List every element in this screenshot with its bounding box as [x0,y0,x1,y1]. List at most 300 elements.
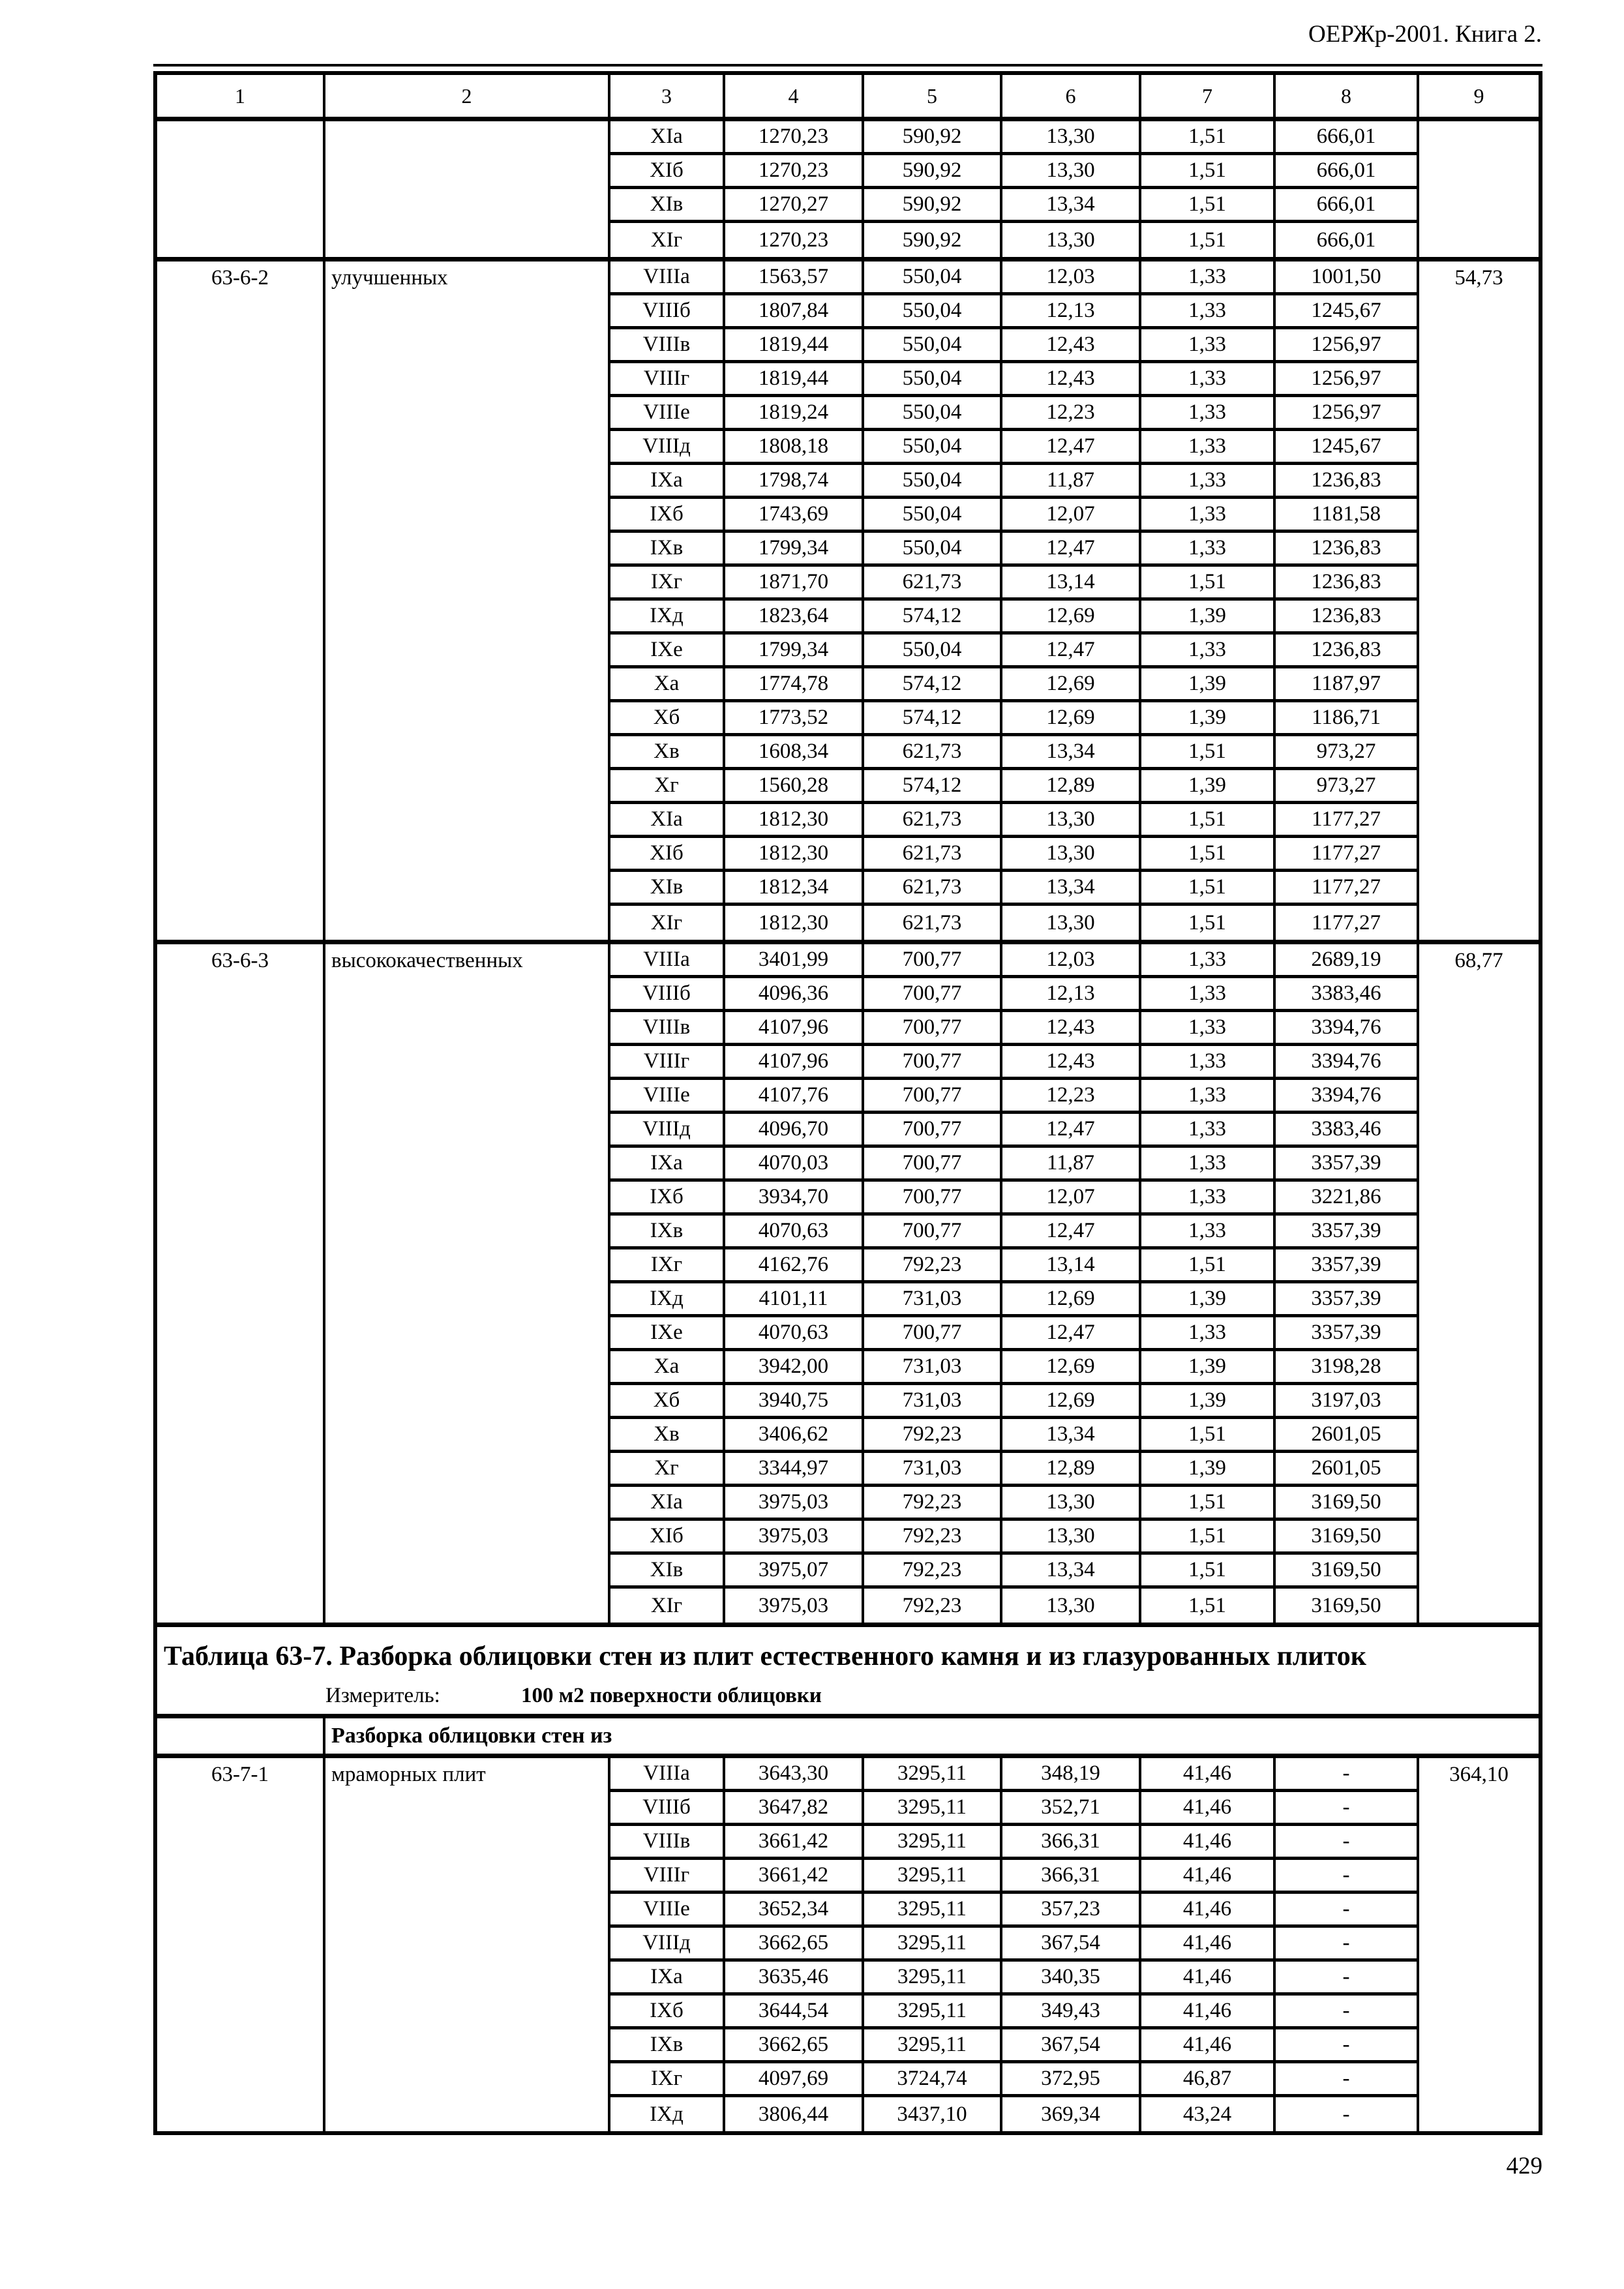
cell-value: 550,04 [864,431,1002,465]
cell-value: 13,30 [1002,223,1141,257]
cell-value: 3724,74 [864,2063,1002,2097]
cell-value: 13,34 [1002,1555,1141,1589]
cell-value: 792,23 [864,1419,1002,1453]
cell-value: 1,51 [1141,1589,1276,1623]
cell-value: 12,43 [1002,329,1141,363]
cell-value: 621,73 [864,872,1002,906]
cell-value: 357,23 [1002,1894,1141,1928]
cell-value: 13,34 [1002,736,1141,770]
cell-value: 13,34 [1002,1419,1141,1453]
cell-value: 3169,50 [1276,1487,1419,1521]
cell-value: 2689,19 [1276,944,1419,978]
cell-variant: VIIIа [610,262,725,295]
cell-value: 700,77 [864,944,1002,978]
cell-value: 348,19 [1002,1758,1141,1792]
cell-value: 41,46 [1141,1826,1276,1860]
cell-value: 4070,63 [725,1216,864,1249]
cell-code: 63-6-2 [157,262,325,940]
cell-value: 12,69 [1002,668,1141,702]
cell-variant: XIб [610,155,725,189]
cell-variant: IXа [610,1148,725,1182]
column-header: 1 [157,75,325,117]
cell-variant: VIIIе [610,1080,725,1114]
cell-value: 12,47 [1002,1114,1141,1148]
cell-value: 3169,50 [1276,1555,1419,1589]
cell-variant: VIIIд [610,1928,725,1962]
page-number: 429 [1506,2153,1542,2180]
cell-value: 41,46 [1141,1996,1276,2029]
cell-value: - [1276,1792,1419,1826]
cell-value: 1,33 [1141,431,1276,465]
cell-variant: IXб [610,1996,725,2029]
cell-value: 352,71 [1002,1792,1141,1826]
cell-value: 3295,11 [864,1792,1002,1826]
cell-value: 1186,71 [1276,702,1419,736]
cell-value: 3661,42 [725,1826,864,1860]
cell-variant: IXд [610,2097,725,2131]
cell-variant: Xг [610,770,725,804]
cell-value: 3295,11 [864,1894,1002,1928]
cell-variant: XIг [610,906,725,940]
cell-value: 666,01 [1276,223,1419,257]
cell-value: - [1276,1758,1419,1792]
cell-value: 41,46 [1141,1860,1276,1894]
cell-value: - [1276,2063,1419,2097]
cell-value: 3647,82 [725,1792,864,1826]
cell-col9-value: 54,73 [1454,266,1503,290]
cell-value: 3295,11 [864,1996,1002,2029]
cell-value: 3942,00 [725,1351,864,1385]
cell-value: 3652,34 [725,1894,864,1928]
cell-value: 1823,64 [725,601,864,635]
cell-value: 1270,27 [725,189,864,223]
cell-value: 13,30 [1002,804,1141,838]
group-header-label: Разборка облицовки стен из [331,1724,612,1748]
cell-value: 1256,97 [1276,397,1419,431]
cell-value: 2601,05 [1276,1419,1419,1453]
cell-value: 12,89 [1002,1453,1141,1487]
cell-value: 13,14 [1002,567,1141,601]
cell-value: 12,13 [1002,978,1141,1012]
cell-variant: IXа [610,1962,725,1996]
cell-variant: XIг [610,1589,725,1623]
cell-value: 700,77 [864,1114,1002,1148]
cell-value: 3644,54 [725,1996,864,2029]
cell-value: 12,47 [1002,1317,1141,1351]
cell-value: 1563,57 [725,262,864,295]
cell-variant: IXг [610,2063,725,2097]
cell-value: 3662,65 [725,2029,864,2063]
cell-value: 1,39 [1141,601,1276,635]
cell-value: 3295,11 [864,1928,1002,1962]
cell-value: 1560,28 [725,770,864,804]
cell-value: 4070,03 [725,1148,864,1182]
cell-value: 1,39 [1141,1453,1276,1487]
cell-value: - [1276,2097,1419,2131]
cell-value: 590,92 [864,121,1002,155]
cell-value: 1807,84 [725,295,864,329]
cell-value: 4107,96 [725,1012,864,1046]
cell-value: 1245,67 [1276,295,1419,329]
cell-value: 2601,05 [1276,1453,1419,1487]
cell-variant: XIа [610,121,725,155]
cell-value: 41,46 [1141,1928,1276,1962]
cell-code: 63-6-3 [157,944,325,1623]
cell-value: 792,23 [864,1521,1002,1555]
cell-variant: IXе [610,635,725,668]
cell-value: 550,04 [864,363,1002,397]
cell-value: 3940,75 [725,1385,864,1419]
cell-value: 1871,70 [725,567,864,601]
cell-value: 43,24 [1141,2097,1276,2131]
cell-value: 590,92 [864,155,1002,189]
cell-variant: Xг [610,1453,725,1487]
cell-value: 1,51 [1141,838,1276,872]
cell-value: 700,77 [864,1080,1002,1114]
cell-value: 1,33 [1141,295,1276,329]
cell-value: 1256,97 [1276,363,1419,397]
izmeritel-value: 100 м2 поверхности облицовки [521,1684,822,1708]
cell-value: 1236,83 [1276,567,1419,601]
section-63-7-1 [157,1754,1539,2131]
cell-value: 550,04 [864,465,1002,499]
subtable-title: Таблица 63-7. Разборка облицовки стен из плит естественного камня и из глазурованных плиток [164,1641,1366,1671]
cell-variant: IXд [610,1283,725,1317]
cell-value: 1,33 [1141,363,1276,397]
cell-value: 700,77 [864,1216,1002,1249]
cell-variant: VIIIв [610,329,725,363]
cell-value: 3975,03 [725,1521,864,1555]
cell-value: 1,33 [1141,944,1276,978]
cell-value: 700,77 [864,1012,1002,1046]
cell-value: 574,12 [864,668,1002,702]
cell-value: 12,43 [1002,1012,1141,1046]
cell-value: 574,12 [864,770,1002,804]
cell-value: - [1276,1996,1419,2029]
cell-variant: IXв [610,2029,725,2063]
cell-value: 1,39 [1141,770,1276,804]
cell-value: 3437,10 [864,2097,1002,2131]
cell-value: 3394,76 [1276,1012,1419,1046]
cell-variant: VIIIг [610,363,725,397]
cell-value: 574,12 [864,702,1002,736]
cell-variant: VIIIб [610,295,725,329]
cell-value: 1270,23 [725,155,864,189]
cell-value: 13,30 [1002,1487,1141,1521]
cell-value: 1,51 [1141,1419,1276,1453]
cell-variant: XIв [610,189,725,223]
cell-variant: VIIIв [610,1826,725,1860]
cell-value: 4070,63 [725,1317,864,1351]
cell-value: 1,33 [1141,635,1276,668]
cell-value: 3295,11 [864,2029,1002,2063]
cell-value: 1,33 [1141,1012,1276,1046]
cell-value: 1,51 [1141,155,1276,189]
cell-name [325,121,610,257]
cell-value: 1177,27 [1276,804,1419,838]
cell-value: 1,39 [1141,1351,1276,1385]
cell-value: 12,47 [1002,635,1141,668]
cell-value: 3934,70 [725,1182,864,1216]
cell-value: 1799,34 [725,635,864,668]
cell-value: 13,14 [1002,1249,1141,1283]
cell-value: 731,03 [864,1453,1002,1487]
column-header: 5 [864,75,1002,117]
cell-value: 12,07 [1002,1182,1141,1216]
cell-value: 41,46 [1141,1792,1276,1826]
cell-variant: IXе [610,1317,725,1351]
cell-value: 1,33 [1141,329,1276,363]
cell-value: 1245,67 [1276,431,1419,465]
subtable-title-block [157,1623,1539,1714]
cell-value: 3394,76 [1276,1046,1419,1080]
cell-value: 590,92 [864,223,1002,257]
cell-value: 792,23 [864,1589,1002,1623]
cell-value: 666,01 [1276,189,1419,223]
cell-value: 621,73 [864,736,1002,770]
section-63-6-2 [157,257,1539,940]
cell-name: улучшенных [325,262,610,940]
cell-value: 12,69 [1002,601,1141,635]
cell-value: 700,77 [864,1182,1002,1216]
izmeritel-row [164,1681,1532,1710]
cell-variant: VIIIд [610,431,725,465]
cell-code: 63-7-1 [157,1758,325,2131]
cell-variant: XIа [610,804,725,838]
cell-value: 4097,69 [725,2063,864,2097]
cell-value: 13,34 [1002,872,1141,906]
cell-value: 367,54 [1002,2029,1141,2063]
cell-value: 550,04 [864,499,1002,533]
column-header: 3 [610,75,725,117]
cell-variant: VIIIв [610,1012,725,1046]
cell-variant: Xб [610,702,725,736]
cell-variant: IXд [610,601,725,635]
section-continuation [157,117,1539,257]
cell-value: 1,51 [1141,567,1276,601]
cell-value: 700,77 [864,1046,1002,1080]
cell-value: 12,47 [1002,1216,1141,1249]
cell-col9-value: 364,10 [1449,1763,1509,1787]
cell-value: 12,69 [1002,702,1141,736]
cell-value: 1,33 [1141,978,1276,1012]
cell-value: 1812,34 [725,872,864,906]
cell-value: 550,04 [864,329,1002,363]
cell-value: 12,13 [1002,295,1141,329]
group-empty-cell [157,1718,325,1754]
cell-variant: IXв [610,1216,725,1249]
cell-value: 1812,30 [725,906,864,940]
cell-value: - [1276,2029,1419,2063]
cell-value: 1,33 [1141,1114,1276,1148]
cell-value: 3295,11 [864,1962,1002,1996]
cell-value: 1236,83 [1276,465,1419,499]
cell-value: 666,01 [1276,121,1419,155]
section-63-6-3 [157,940,1539,1623]
cell-name: мраморных плит [325,1758,610,2131]
cell-value: 550,04 [864,397,1002,431]
cell-value: 550,04 [864,635,1002,668]
table-column-header-row [157,75,1539,117]
cell-value: 1812,30 [725,804,864,838]
group-header-row [157,1714,1539,1754]
cell-value: 1743,69 [725,499,864,533]
cell-value: 1774,78 [725,668,864,702]
cell-value: 1,51 [1141,804,1276,838]
cell-variant: Xб [610,1385,725,1419]
cell-value: 973,27 [1276,770,1419,804]
cell-value: 1,51 [1141,223,1276,257]
cell-value: 700,77 [864,1317,1002,1351]
cell-value: - [1276,1928,1419,1962]
cell-value: 41,46 [1141,1758,1276,1792]
cell-value: 621,73 [864,567,1002,601]
cell-value: 3197,03 [1276,1385,1419,1419]
cell-variant: XIа [610,1487,725,1521]
cell-value: 1808,18 [725,431,864,465]
cell-variant: VIIIб [610,1792,725,1826]
cell-variant: IXб [610,1182,725,1216]
cell-variant: VIIIг [610,1046,725,1080]
cell-value: - [1276,1894,1419,1928]
cell-value: 1819,44 [725,329,864,363]
cell-value: 550,04 [864,262,1002,295]
cell-variant: VIIIа [610,1758,725,1792]
cell-value: 340,35 [1002,1962,1141,1996]
cell-variant: VIIIд [610,1114,725,1148]
cell-value: 1,51 [1141,736,1276,770]
cell-value: 621,73 [864,906,1002,940]
cell-value: 1,33 [1141,1080,1276,1114]
cell-col9-value: 68,77 [1454,949,1503,972]
cell-value: 1,33 [1141,1148,1276,1182]
cell-value: 13,30 [1002,906,1141,940]
cell-value: 1,33 [1141,1317,1276,1351]
cell-value: - [1276,1962,1419,1996]
column-header: 7 [1141,75,1276,117]
cell-value: 349,43 [1002,1996,1141,2029]
cell-value: 13,30 [1002,1521,1141,1555]
cell-value: 1256,97 [1276,329,1419,363]
cell-value: 3221,86 [1276,1182,1419,1216]
cell-variant: Xа [610,668,725,702]
cell-value: 41,46 [1141,1894,1276,1928]
cell-value: 1,51 [1141,189,1276,223]
cell-value: - [1276,1860,1419,1894]
cell-value: 12,69 [1002,1351,1141,1385]
izmeritel-label: Измеритель: [325,1684,440,1708]
cell-value: 3357,39 [1276,1249,1419,1283]
cell-value: 1001,50 [1276,262,1419,295]
cell-value: 1,39 [1141,1283,1276,1317]
cell-value: 621,73 [864,804,1002,838]
cell-value: 12,23 [1002,397,1141,431]
column-header: 9 [1473,83,1484,108]
cell-value: 1,39 [1141,668,1276,702]
cell-value: 4107,96 [725,1046,864,1080]
cell-value: 3295,11 [864,1826,1002,1860]
cell-value: 369,34 [1002,2097,1141,2131]
cell-value: 666,01 [1276,155,1419,189]
cell-value: 11,87 [1002,465,1141,499]
cell-value: 3295,11 [864,1758,1002,1792]
cell-value: 13,30 [1002,1589,1141,1623]
cell-value: 3169,50 [1276,1521,1419,1555]
cell-value: 973,27 [1276,736,1419,770]
cell-value: 792,23 [864,1249,1002,1283]
cell-variant: Xв [610,1419,725,1453]
cell-value: 1177,27 [1276,872,1419,906]
cell-value: 3344,97 [725,1453,864,1487]
cell-variant: IXг [610,1249,725,1283]
column-header: 4 [725,75,864,117]
column-header: 8 [1276,75,1419,117]
cell-value: 731,03 [864,1283,1002,1317]
cell-value: 1,51 [1141,1487,1276,1521]
cell-value: 3643,30 [725,1758,864,1792]
cell-variant: IXа [610,465,725,499]
cell-variant: XIг [610,223,725,257]
cell-value: 41,46 [1141,2029,1276,2063]
cell-value: 11,87 [1002,1148,1141,1182]
cell-value: 731,03 [864,1385,1002,1419]
cell-variant: Xв [610,736,725,770]
cell-value: 4096,70 [725,1114,864,1148]
cell-value: 12,23 [1002,1080,1141,1114]
cell-value: 1819,44 [725,363,864,397]
cell-value: 12,47 [1002,431,1141,465]
cell-value: 792,23 [864,1487,1002,1521]
cell-value: 1270,23 [725,121,864,155]
cell-value: 1,39 [1141,1385,1276,1419]
cell-variant: VIIIг [610,1860,725,1894]
cell-value: 41,46 [1141,1962,1276,1996]
cell-value: 3383,46 [1276,978,1419,1012]
estimates-table [153,71,1542,2135]
cell-variant: IXг [610,567,725,601]
cell-value: 367,54 [1002,1928,1141,1962]
cell-variant: VIIIе [610,1894,725,1928]
cell-value: 12,07 [1002,499,1141,533]
cell-value: 3169,50 [1276,1589,1419,1623]
cell-col9-value [1419,121,1539,257]
cell-value: 3662,65 [725,1928,864,1962]
cell-variant: XIв [610,872,725,906]
cell-value: 1270,23 [725,223,864,257]
cell-value: 3198,28 [1276,1351,1419,1385]
cell-variant: IXб [610,499,725,533]
cell-value: 4162,76 [725,1249,864,1283]
cell-value: 3635,46 [725,1962,864,1996]
cell-value: 1798,74 [725,465,864,499]
cell-value: - [1276,1826,1419,1860]
cell-value: 1,51 [1141,1555,1276,1589]
cell-value: 1608,34 [725,736,864,770]
cell-value: 1177,27 [1276,906,1419,940]
cell-value: 731,03 [864,1351,1002,1385]
cell-value: 792,23 [864,1555,1002,1589]
cell-value: 12,43 [1002,363,1141,397]
cell-variant: VIIIб [610,978,725,1012]
cell-name: высококачественных [325,944,610,1623]
cell-value: 13,30 [1002,121,1141,155]
cell-value: 550,04 [864,295,1002,329]
cell-value: 1819,24 [725,397,864,431]
document-title: ОЕРЖр-2001. Книга 2. [1308,21,1542,48]
cell-value: 1,51 [1141,906,1276,940]
cell-variant: XIв [610,1555,725,1589]
cell-value: 3357,39 [1276,1216,1419,1249]
